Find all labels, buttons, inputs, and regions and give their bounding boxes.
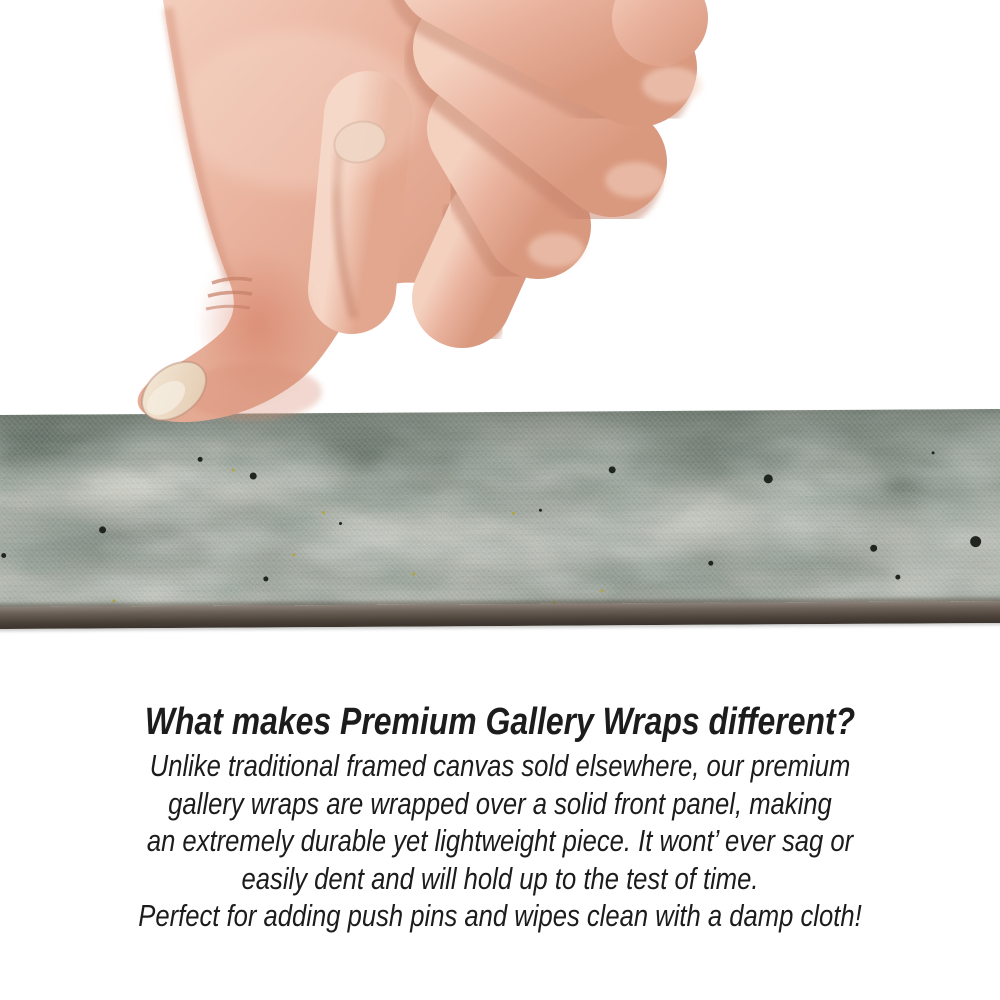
info-text-block: [80, 700, 920, 936]
info-line-5: Perfect for adding push pins and wipes clean with a damp cloth!: [138, 899, 862, 934]
palm-highlight: [180, 30, 420, 190]
knuckle-highlight: [528, 233, 584, 267]
knuckle-highlight: [642, 67, 702, 103]
info-line-1: Unlike traditional framed canvas sold elsewhere, our premium: [149, 749, 851, 783]
hand-fist-illustration: [0, 0, 1000, 445]
info-line-2: gallery wraps are wrapped over a solid front panel, making: [168, 786, 832, 821]
info-line-3: an extremely durable yet lightweight piece. It wont’ ever sag or: [146, 824, 854, 859]
info-line-4: easily dent and will hold up to the test of time.: [241, 861, 759, 896]
info-heading: What makes Premium Gallery Wraps different?: [144, 701, 856, 743]
knuckle-highlight: [605, 162, 665, 198]
